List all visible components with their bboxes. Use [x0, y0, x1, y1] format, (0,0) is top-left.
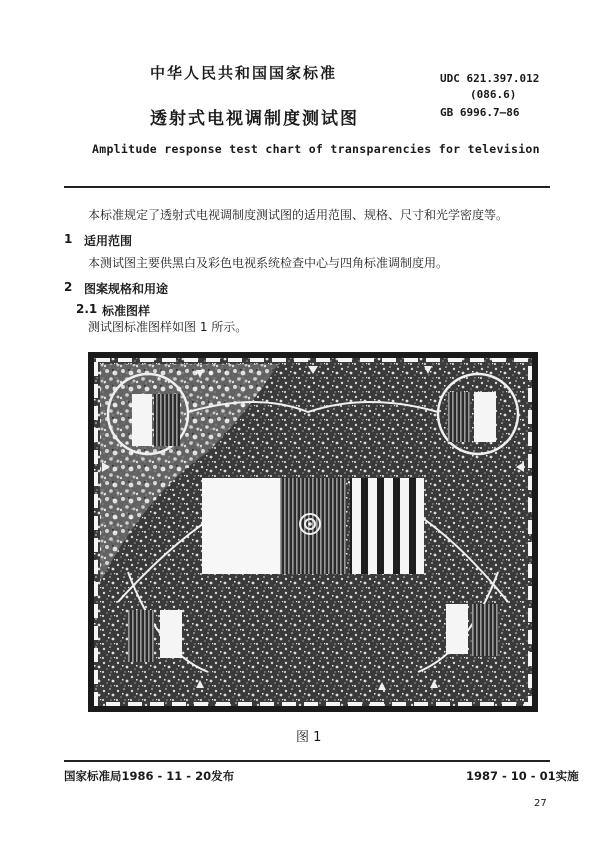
header-divider	[64, 186, 550, 188]
coarse-bar-3	[384, 478, 393, 574]
corner-patch-bl-white	[160, 610, 182, 658]
issuing-authority: 中华人民共和国国家标准	[150, 64, 338, 82]
section-1-heading: 适用范围	[84, 234, 133, 248]
coarse-bar-1	[352, 478, 361, 574]
corner-patch-br-lines	[472, 604, 498, 656]
document-title-chinese: 透射式电视调制度测试图	[150, 109, 359, 129]
effective-date: 1987 - 10 - 01实施	[466, 769, 579, 783]
test-chart-figure	[88, 352, 538, 712]
udc-code: UDC 621.397.012	[440, 72, 540, 85]
section-2-1-number: 2.1	[76, 302, 98, 316]
coarse-bar-2	[368, 478, 377, 574]
section-2-number: 2	[64, 280, 73, 294]
document-title-english: Amplitude response test chart of transparencies for television	[92, 142, 540, 156]
center-fine-lines-block	[280, 478, 346, 574]
section-2-heading: 图案规格和用途	[84, 282, 169, 296]
corner-patch-tr-lines	[448, 392, 470, 442]
page-number: 27	[534, 798, 547, 809]
section-1-number: 1	[64, 232, 73, 246]
udc-subcode: (086.6)	[470, 88, 517, 101]
figure-caption: 图 1	[296, 730, 322, 745]
corner-patch-tl-white	[132, 394, 152, 446]
corner-patch-tl-lines	[154, 394, 180, 446]
issue-date: 国家标准局1986 - 11 - 20发布	[64, 769, 235, 783]
section-2-1-text: 测试图标准图样如图 1 所示。	[88, 320, 248, 334]
corner-patch-bl-lines	[128, 610, 154, 662]
section-1-text: 本测试图主要供黑白及彩色电视系统检查中心与四角标准调制度用。	[88, 256, 449, 270]
intro-paragraph: 本标准规定了透射式电视调制度测试图的适用范围、规格、尺寸和光学密度等。	[88, 208, 509, 222]
gb-standard-code: GB 6996.7—86	[440, 106, 520, 119]
section-2-1-heading: 标准图样	[102, 304, 151, 318]
corner-patch-br-white	[446, 604, 468, 654]
center-white-square	[202, 478, 280, 574]
coarse-bar-5	[416, 478, 424, 574]
footer-divider	[64, 760, 550, 762]
coarse-bar-4	[400, 478, 409, 574]
center-target-dot	[308, 522, 312, 526]
corner-patch-tr-white	[474, 392, 496, 442]
